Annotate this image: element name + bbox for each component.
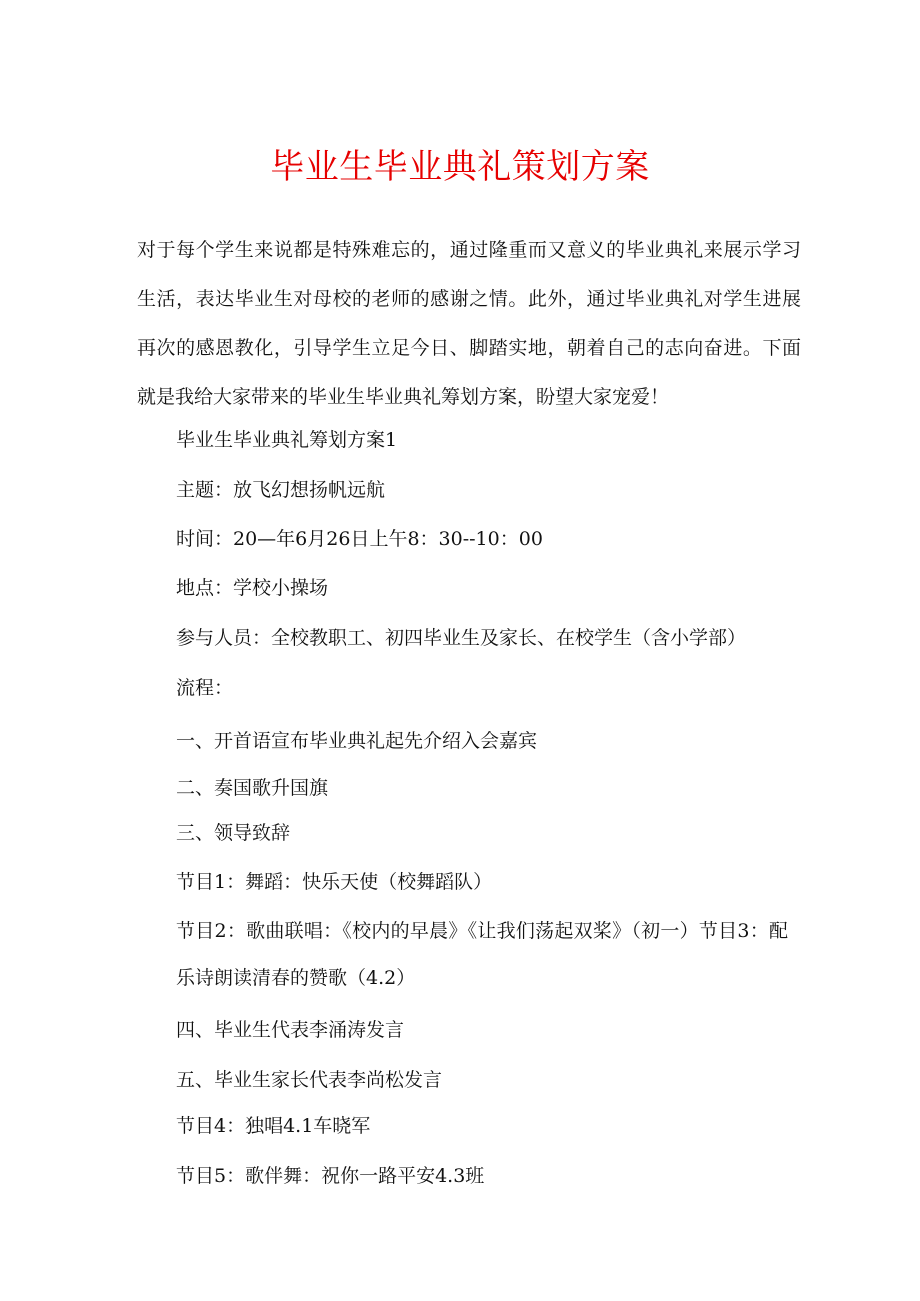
participants-line: 参与人员：全校教职工、初四毕业生及家长、在校学生（含小学部） [176, 627, 747, 649]
program-2-3: 节目2：歌曲联唱：《校内的早晨》《让我们荡起双桨》（初一）节目3：配乐诗朗读清春的赞歌（4.2） [176, 920, 788, 989]
process-step-4: 四、毕业生代表李涌涛发言 [176, 1019, 405, 1041]
document-title: 毕业生毕业典礼策划方案 [270, 147, 650, 187]
plan-heading: 毕业生毕业典礼筹划方案1 [176, 429, 398, 451]
process-step-2: 二、奏国歌升国旗 [176, 777, 329, 799]
time-line: 时间：20—年6月26日上午8：30--10：00 [176, 528, 543, 550]
process-step-5: 五、毕业生家长代表李尚松发言 [176, 1069, 443, 1091]
theme-line: 主题：放飞幻想扬帆远航 [176, 479, 386, 501]
program-1: 节目1：舞蹈：快乐天使（校舞蹈队） [176, 871, 493, 893]
location-line: 地点：学校小操场 [176, 577, 329, 599]
process-step-1: 一、开首语宣布毕业典礼起先介绍入会嘉宾 [176, 730, 538, 752]
process-label: 流程： [176, 677, 234, 699]
process-step-3: 三、领导致辞 [176, 822, 291, 844]
intro-paragraph: 对于每个学生来说都是特殊难忘的，通过隆重而又意义的毕业典礼来展示学习生活，表达毕业生对母校的老师的感谢之情。此外，通过毕业典礼对学生进展再次的感恩教化，引导学生立足今日、脚踏实地，朝着自己的志向奋进。下面就是我给大家带来的毕业生毕业典礼筹划方案，盼望大家宠爱！ [137, 239, 801, 408]
program-5: 节目5：歌伴舞：祝你一路平安4.3班 [176, 1165, 485, 1187]
program-4: 节目4：独唱4.1车晓军 [176, 1115, 371, 1137]
